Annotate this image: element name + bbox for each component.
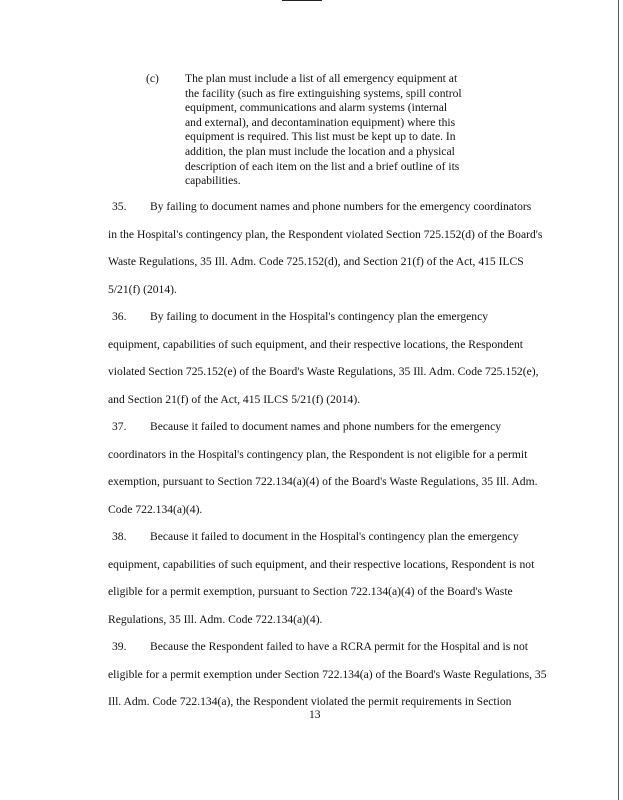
quote-line: equipment is required. This list must be kept up to date. In — [185, 130, 456, 144]
paragraph-line: exemption, pursuant to Section 722.134(a)(4) of the Board's Waste Regulations, 35 Ill. Adm. — [108, 475, 538, 489]
paragraph-line: Ill. Adm. Code 722.134(a), the Respondent violated the permit requirements in Section — [108, 695, 512, 709]
quote-line: and external), and decontamination equipment) where this — [185, 115, 456, 129]
paragraph-text: By failing to document names and phone numbers for the emergency coordinators — [150, 200, 532, 213]
numbered-paragraph — [108, 303, 538, 413]
quote-line: capabilities. — [185, 174, 241, 188]
paragraph-text: Because it failed to document in the Hospital's contingency plan the emergency — [150, 530, 519, 543]
numbered-paragraph — [108, 523, 534, 633]
paragraph-line: Code 722.134(a)(4). — [108, 502, 203, 516]
paragraph-line: Waste Regulations, 35 Ill. Adm. Code 725.152(d), and Section 21(f) of the Act, 415 ILCS — [108, 255, 524, 269]
numbered-paragraph — [108, 413, 538, 523]
paragraph-first-line — [108, 413, 538, 441]
quote-line: The plan must include a list of all emergency equipment at — [185, 72, 458, 85]
page-number: 13 — [309, 708, 321, 721]
paragraph-first-line — [108, 193, 542, 221]
paragraph-first-line — [108, 633, 547, 661]
paragraph-number: 35. — [112, 200, 127, 213]
numbered-paragraph — [108, 633, 547, 716]
paragraph-line: Regulations, 35 Ill. Adm. Code 722.134(a)(4). — [108, 612, 323, 626]
paragraph-number: 37. — [112, 420, 127, 433]
paragraph-line: eligible for a permit exemption under Section 722.134(a) of the Board's Waste Regulations, 35 — [108, 667, 547, 681]
paragraph-line: in the Hospital's contingency plan, the Respondent violated Section 725.152(d) of the Board's — [108, 227, 543, 241]
numbered-paragraph — [108, 193, 542, 303]
quote-line: description of each item on the list and a brief outline of its — [185, 159, 460, 173]
paragraph-line: 5/21(f) (2014). — [108, 282, 177, 296]
paragraph-text: By failing to document in the Hospital's contingency plan the emergency — [150, 310, 489, 323]
paragraph-first-line — [108, 303, 538, 331]
quote-text — [185, 72, 462, 189]
paragraph-number: 38. — [112, 530, 127, 543]
paragraph-line: coordinators in the Hospital's contingency plan, the Respondent is not eligible for a permit — [108, 447, 528, 461]
quote-line: the facility (such as fire extinguishing systems, spill control — [185, 86, 462, 100]
paragraph-text: Because it failed to document names and phone numbers for the emergency — [150, 420, 502, 433]
quote-line: equipment, communications and alarm systems (internal — [185, 101, 448, 115]
paragraph-first-line — [108, 523, 534, 551]
paragraph-number: 39. — [112, 640, 127, 653]
quote-line: addition, the plan must include the location and a physical — [185, 144, 455, 158]
paragraph-line: and Section 21(f) of the Act, 415 ILCS 5/21(f) (2014). — [108, 392, 361, 406]
paragraph-line: violated Section 725.152(e) of the Board's Waste Regulations, 35 Ill. Adm. Code 725.152(e), — [108, 365, 539, 379]
paragraph-number: 36. — [112, 310, 127, 323]
paragraph-line: eligible for a permit exemption, pursuant to Section 722.134(a)(4) of the Board's Waste — [108, 585, 513, 599]
paragraph-text: Because the Respondent failed to have a RCRA permit for the Hospital and is not — [150, 640, 529, 653]
paragraph-line: equipment, capabilities of such equipment, and their respective locations, Respondent is not — [108, 557, 535, 571]
scan-artifact — [618, 0, 619, 800]
paragraph-line: equipment, capabilities of such equipment, and their respective locations, the Respondent — [108, 337, 524, 351]
scan-artifact — [282, 0, 322, 1]
quote-label: (c) — [146, 72, 159, 85]
